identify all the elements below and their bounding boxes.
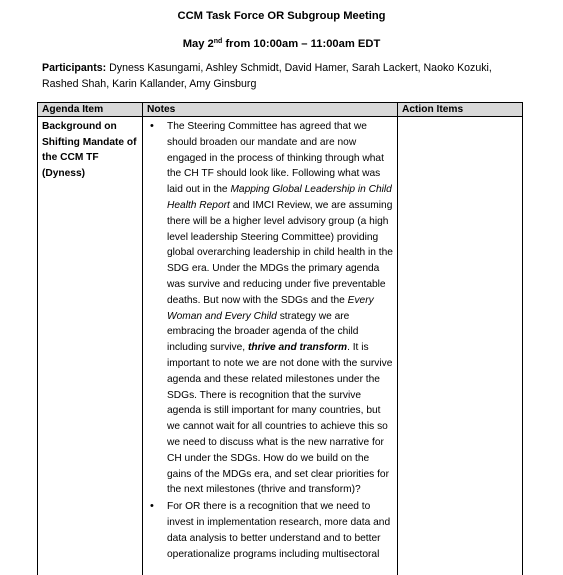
note-text: The Steering Committee has agreed that we should broaden our mandate and are now engaged in the process of thinking through what the CH TF should look like. Following what was laid out in the — [167, 121, 384, 196]
table-header-row — [38, 103, 523, 117]
meeting-title: CCM Task Force OR Subgroup Meeting — [177, 10, 386, 22]
note-text: and IMCI Review, we are assuming there will be a higher level advisory group (a high level leadership Steering Committee) providing global overarching leadership in child health in the SDG era. Under the MDGs the primary agenda was survive and reducing under five preventable deaths. But now with the SDGs and the — [167, 199, 393, 306]
meeting-date — [0, 37, 563, 51]
agenda-table — [37, 102, 523, 575]
participants — [42, 61, 512, 92]
note-bullet — [147, 499, 393, 562]
note-bold-italic-text: thrive and transform — [247, 342, 348, 354]
note-text: . It is important to note we are not done with the survive agenda and these related milestones under the SDGs. There is recognition that the survive agenda is still important for many countries, but we cannot wait for all countries to achieve this so we need to discuss what is the new narrative for CH under the SDGs. How do we build on the gains of the MDGs era, and set clear priorities for the next milestones (thrive and transform)? — [167, 342, 393, 496]
header-action-items: Action Items — [398, 103, 523, 117]
notes-list — [147, 119, 393, 562]
action-items-cell — [398, 117, 523, 575]
note-bullet — [147, 119, 393, 498]
agenda-item-text: Background on Shifting Mandate of the CCM TF (Dyness) — [42, 121, 137, 179]
note-text: strategy we are embracing the broader agenda of the child including survive, — [167, 310, 359, 354]
note-italic-text: Every Woman and Every Child — [167, 294, 374, 322]
note-text: For OR there is a recognition that we need to invest in implementation research, more data and data analysis to better understand and to better operationalize programs including multisectoral — [167, 501, 391, 560]
header-notes: Notes — [143, 103, 398, 117]
table-row — [38, 117, 523, 575]
agenda-cell — [38, 117, 143, 575]
notes-cell — [143, 117, 398, 575]
participants-names: Dyness Kasungami, Ashley Schmidt, David Hamer, Sarah Lackert, Naoko Kozuki, Rashed Shah, Karin Kallander, Amy Ginsburg — [42, 62, 492, 90]
meeting-date-prefix: May 2 — [182, 38, 214, 50]
meeting-date-suffix: from 10:00am – 11:00am EDT — [222, 38, 381, 50]
note-italic-text: Mapping Global Leadership in Child Health Report — [167, 184, 392, 211]
meeting-date-superscript: nd — [213, 38, 223, 45]
participants-label: Participants: — [42, 62, 107, 74]
header-agenda-item: Agenda Item — [38, 103, 143, 117]
